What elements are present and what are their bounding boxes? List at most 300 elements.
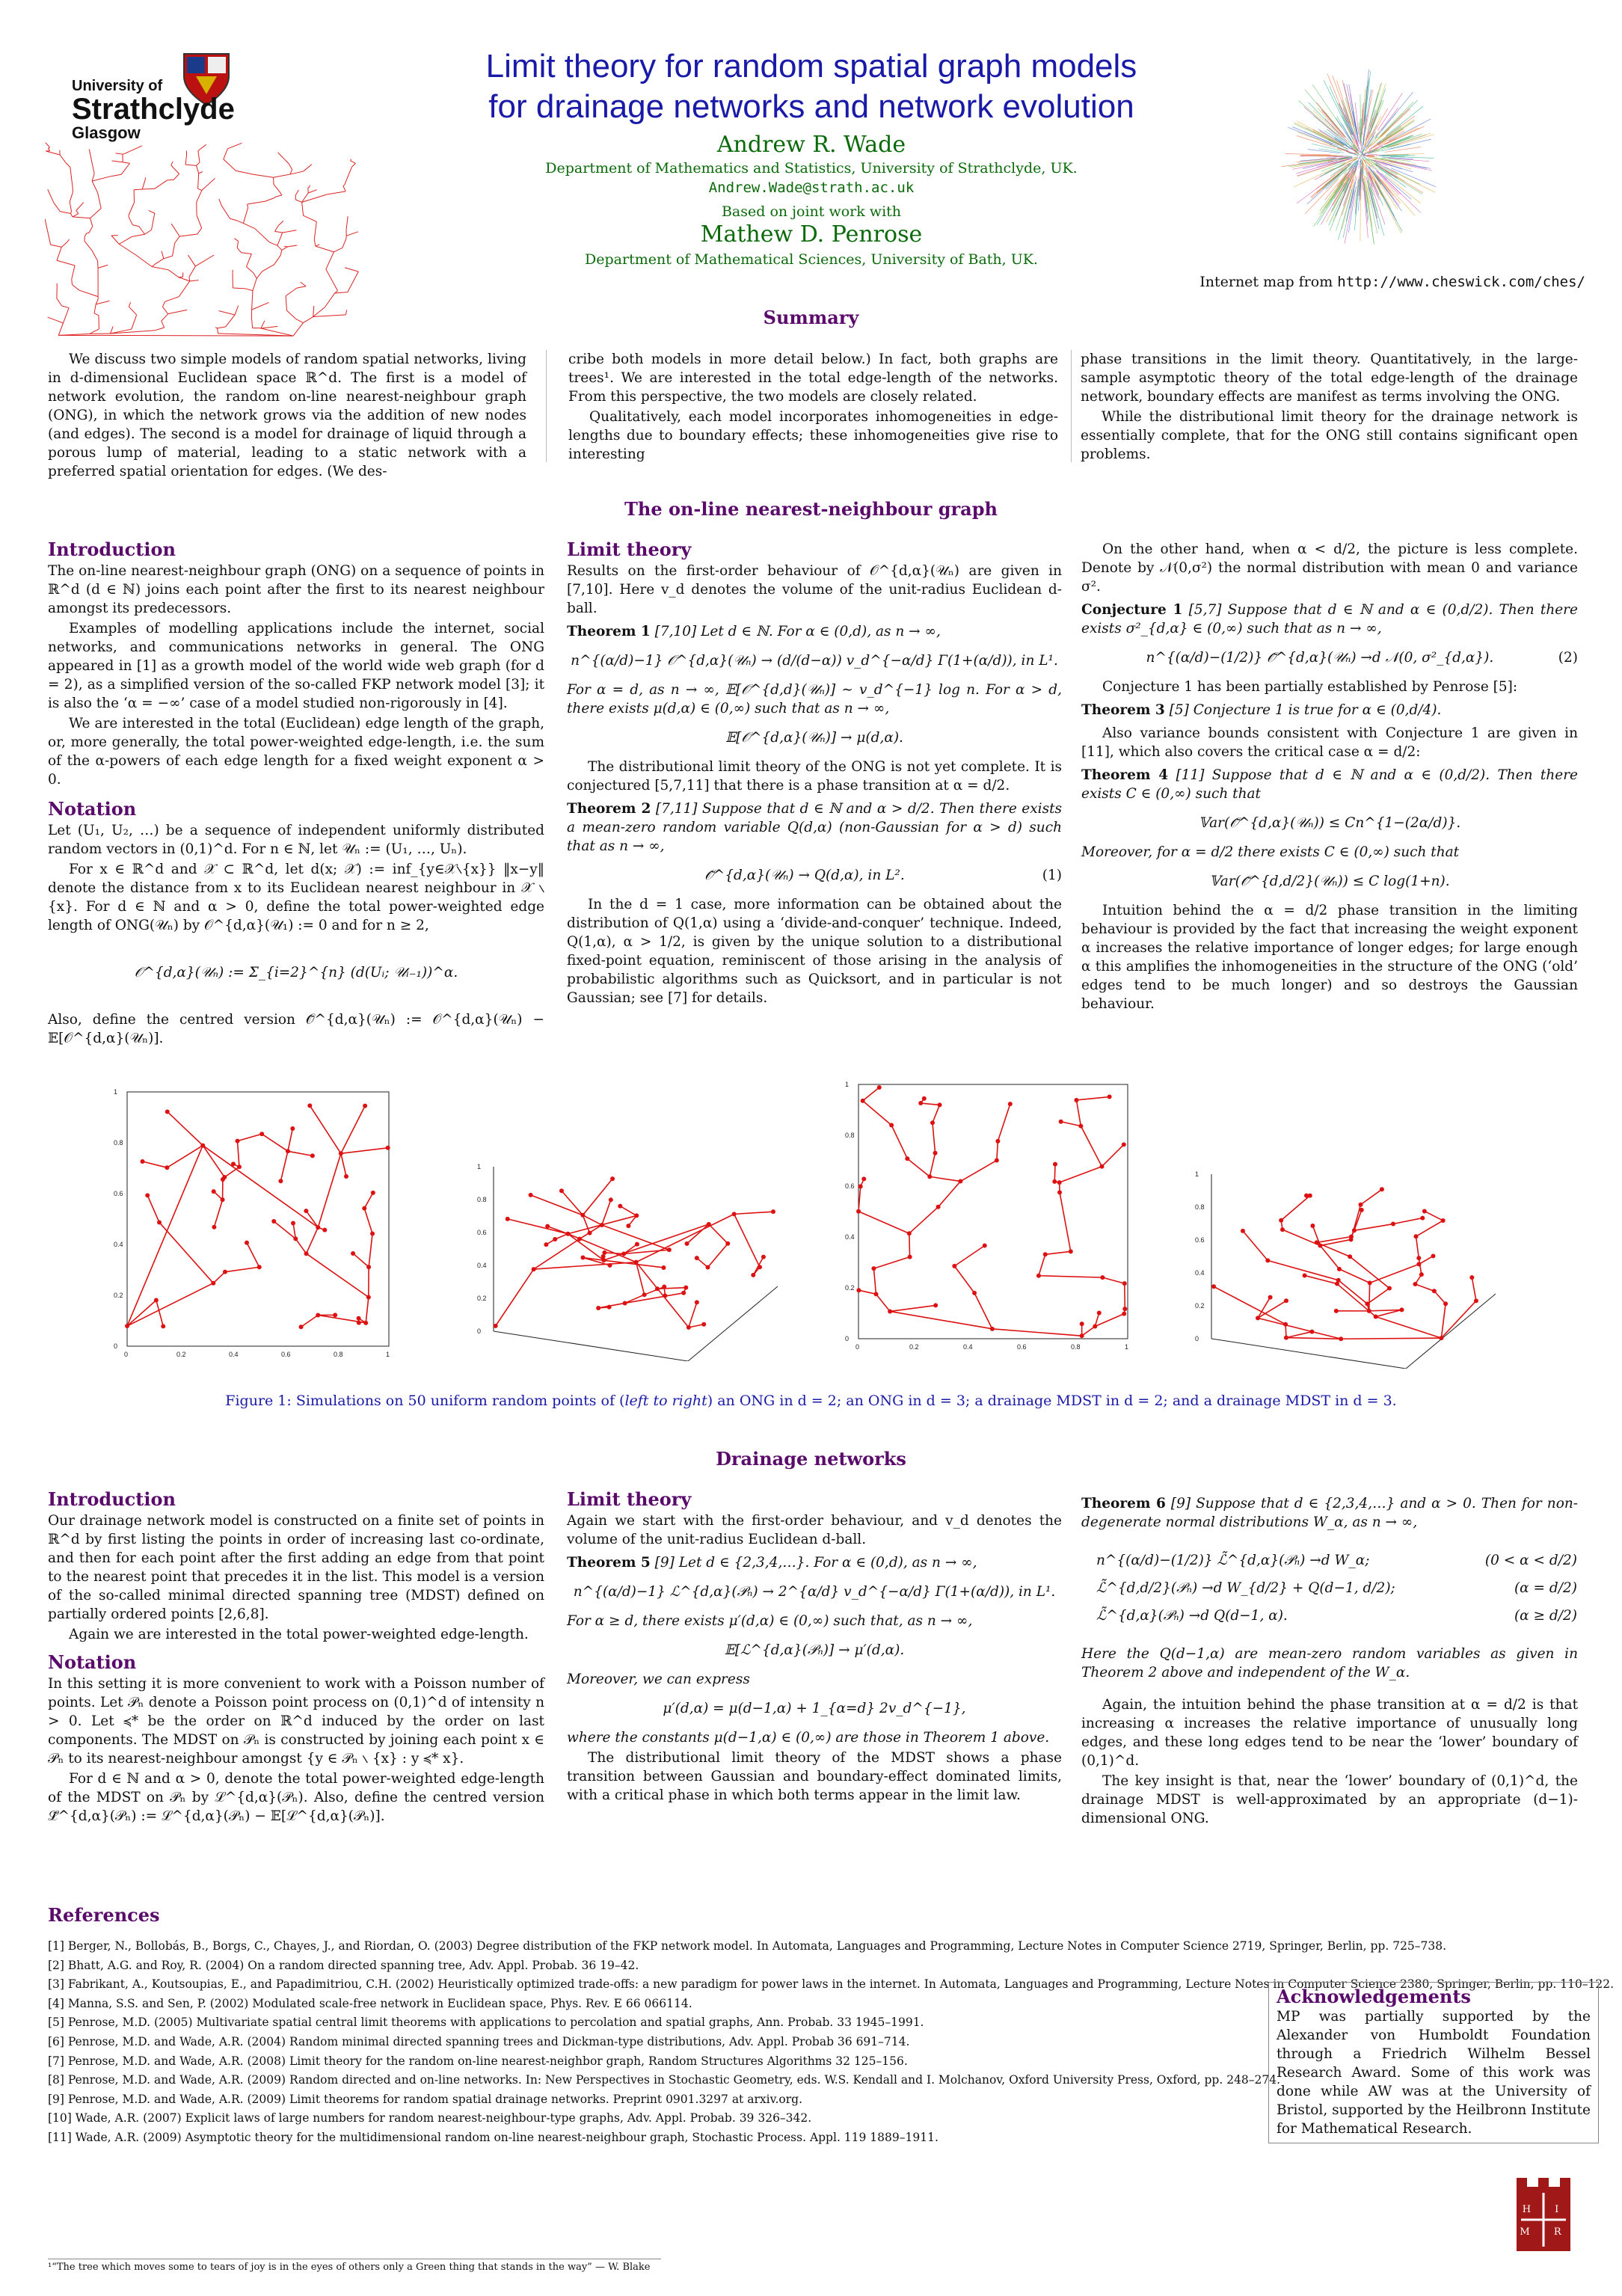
theorem-5-cont: For α ≥ d, there exists μ′(d,α) ∈ (0,∞) such that, as n → ∞, [567,1613,973,1629]
graph-edge [997,1141,998,1161]
graph-node [322,1228,327,1233]
drainage-edge [198,188,202,190]
graph-node [1069,1249,1073,1253]
graph-node [145,1193,150,1197]
ong-col3-p3: Also variance bounds consistent with Conjecture 1 are given in [11], which also covers the critical case α = d/2: [1081,725,1578,760]
theorem-6-lhs: n^{(α/d)−(1/2)} ℒ̃^{d,α}(𝒫ₙ) →d W_α; [1096,1553,1370,1568]
theorem-6-lhs: ℒ̃^{d,d/2}(𝒫ₙ) →d W_{d/2} + Q(d−1, d/2); [1096,1580,1395,1596]
graph-node [938,1102,942,1107]
drainage-edge [237,248,241,253]
y-tick-label: 0 [845,1335,850,1342]
drainage-edge [90,329,99,334]
x-tick-label: 0.4 [963,1343,973,1351]
graph-node [370,1232,375,1236]
graph-node [877,1085,882,1090]
graph-edge [909,1233,910,1256]
graph-node [290,1126,295,1131]
graph-node [553,1237,557,1241]
graph-edge [341,1153,346,1176]
axis-3d [494,1286,778,1361]
drainage-edge [290,171,304,174]
drainage-edge [304,215,317,221]
graph-edge [1060,1192,1071,1251]
drainage-edge [58,335,293,336]
graph-node [165,1109,170,1114]
graph-node [907,1231,912,1236]
graph-edge [933,1105,940,1123]
drainage-edge [179,281,189,297]
drainage-edge [297,286,306,288]
drainage-edge [149,210,155,213]
z-tick-label: 0.4 [477,1262,487,1269]
graph-edge [1393,1218,1422,1224]
plot-frame [858,1084,1128,1339]
graph-node [165,1165,169,1170]
graph-edge [127,1283,213,1326]
drainage-edge [129,203,134,215]
ong-intro-p1: The on-line nearest-neighbour graph (ONG) on a sequence of points in ℝ^d (d ∈ ℕ) joins each point after the first to its nearest neighbour amongst its predecessors. [48,563,544,616]
y-tick-label: 1 [845,1081,850,1088]
drainage-edge [295,200,301,203]
ong-col3-p2: Conjecture 1 has been partially established by Penrose [5]: [1102,679,1518,695]
graph-edge [890,1305,936,1311]
graph-edge [1376,1317,1442,1339]
graph-node [908,1255,912,1259]
drainage-edge [73,217,90,218]
x-tick-label: 0.4 [229,1351,239,1358]
drainage-edge [175,236,179,243]
graph-node [621,1251,626,1256]
drainage-edge [179,277,190,281]
graph-node [271,1219,276,1224]
drainage-edge [179,234,197,236]
drainage-edge [246,267,253,273]
graph-edge [1268,1260,1338,1280]
graph-edge [1076,1097,1109,1100]
x-tick-label: 0.8 [334,1351,343,1358]
graph-edge [1081,1126,1102,1167]
graph-node [1387,1286,1392,1291]
drainage-edge [274,184,280,191]
graph-edge [1441,1304,1446,1338]
drainage-intro-p1: Our drainage network model is constructed on a finite set of points in ℝ^d by first listing the points in order of increasing last co-ordinate, and then for each point after the first adding an edge from that point to the nearest point that precedes it in the list. This model is a version of the so-called minimal directed spanning tree (MDST) defined on partially ordered points [2,6,8]. [48,1513,544,1622]
drainage-3d-plot [1174,1092,1518,1369]
ong-notation-p1: Let (U₁, U₂, …) be a sequence of independent uniformly distributed random vectors in (0,1)^d. For n ∈ ℕ, let 𝒰ₙ := (U₁, …, Uₙ). [48,823,544,857]
graph-node [257,1265,262,1269]
reference-item: [5] Penrose, M.D. (2005) Multivariate spatial central limit theorems with applications to percolation and spatial graphs, Ann. Probab. 33 1945–1991. [48,2016,924,2030]
drainage-edge [60,212,70,214]
drainage-edge [92,174,94,181]
drainage-edge [242,253,252,254]
graph-node [529,1193,533,1197]
graph-node [1074,1098,1078,1102]
graph-node [1339,1336,1343,1341]
y-tick-label: 0.8 [114,1139,123,1147]
drainage-edge [66,163,70,168]
drainage-edge [162,251,164,259]
graph-node [1284,1336,1288,1340]
graph-node [278,1179,283,1183]
ong-notation-p3: Also, define the centred version 𝒪̃^{d,α}(𝒰ₙ) := 𝒪^{d,α}(𝒰ₙ) − 𝔼[𝒪^{d,α}(𝒰ₙ)]. [48,1012,544,1046]
drainage-edge [98,261,99,268]
graph-node [1359,1203,1363,1207]
graph-node [291,1221,295,1226]
ong-notation-p2: For x ∈ ℝ^d and 𝒳 ⊂ ℝ^d, let d(x; 𝒳) := inf_{y∈𝒳∖{x}} ‖x−y‖ denote the distance from x to its Euclidean nearest neighbour in 𝒳 ∖ {x}. For d ∈ ℕ and α > 0, define the total power-weighted edge length of ONG(𝒰ₙ) by 𝒪^{d,α}(𝒰₁) := 0 and for n ≥ 2, [48,862,544,933]
graph-node [344,1174,348,1179]
author-email[interactable]: Andrew.Wade@strath.ac.uk [708,179,915,196]
logo-line3: Glasgow [72,123,141,142]
reference-item: [11] Wade, A.R. (2009) Asymptotic theory for the multidimensional random on-line nearest-neighbour graph, Stochastic Process. Appl. 119 1889–1911. [48,2130,939,2144]
graph-node [1349,1235,1354,1239]
graph-node [588,1231,592,1236]
graph-node [873,1292,878,1296]
ong-col1 [48,540,544,1049]
graph-node [856,1288,861,1292]
drainage-edge [325,293,334,307]
graph-node [366,1295,371,1300]
graph-edge [602,1200,611,1225]
graph-edge [858,1212,909,1233]
graph-edge [147,1195,159,1222]
drainage-edge [283,230,297,233]
graph-node [1432,1289,1437,1293]
graph-edge [127,1146,203,1326]
theorem-4-label: Theorem 4 [1081,767,1169,783]
drainage-edge [233,288,245,289]
drainage-edge [92,181,97,192]
network-edge [1324,177,1346,208]
graph-edge [143,1161,168,1167]
drainage-edge [234,239,238,242]
graph-node [1122,1312,1126,1316]
graph-edge [225,1267,259,1271]
drainage-edge [119,244,135,254]
drainage-edge [351,161,356,163]
graph-node [304,1251,309,1256]
graph-node [933,1151,938,1155]
graph-node [1080,1322,1084,1326]
graph-node [972,1291,977,1295]
drainage-edge [190,280,199,281]
drainage-edge [197,215,202,228]
graph-node [316,1313,320,1317]
drainage-edge [275,226,279,232]
graph-edge [687,1224,709,1244]
graph-edge [341,1148,388,1153]
drainage-edge [70,213,72,216]
graph-edge [295,1238,306,1253]
summary-text-2: cribe both models in more detail below.) In fact, both graphs are trees¹. We are interested in the total edge-length of the networks. From this perspective, the two models are closely related. [568,352,1058,405]
graph-node [1474,1298,1478,1303]
graph-node [655,1286,660,1291]
network-edge [1321,183,1345,224]
graph-edge [508,1219,568,1234]
graph-node [1413,1282,1417,1286]
drainage-edge [76,211,79,214]
graph-node [544,1242,548,1247]
graph-edge [1060,1167,1102,1182]
graph-node [701,1322,706,1327]
drainage-edge [171,162,173,165]
network-edge [1389,139,1431,149]
graph-node [732,1212,737,1216]
drainage-edge [57,298,62,306]
graph-edge [1102,1277,1124,1283]
graph-edge [1305,1275,1337,1283]
drainage-edge [48,148,49,151]
graph-edge [301,1315,319,1327]
network-edge [1377,93,1402,130]
drainage-edge [85,241,92,251]
drainage-edge [54,203,61,212]
graph-node [958,1179,962,1184]
graph-node [1057,1190,1062,1194]
graph-edge [1416,1236,1419,1258]
drainage-edge [96,301,109,304]
graph-node [1303,1273,1307,1277]
summary-heading: Summary [763,307,859,328]
drainage-edge [46,143,49,147]
drainage-col1 [48,1490,544,1827]
internet-map-label: Internet map from [1199,274,1333,290]
z-tick-label: 0 [477,1327,482,1335]
drainage-edge [171,165,179,174]
graph-node [1318,1243,1322,1247]
drainage-edge [111,236,119,244]
graph-node [1309,1330,1314,1334]
title-line1: Limit theory for random spatial graph models [485,48,1137,85]
himr-logo-text: H I M R [1520,2204,1567,2238]
drainage-edge [256,271,262,278]
theorem-1-text: [7,10] Let d ∈ ℕ. For α ∈ (0,d), as n → ∞, [654,624,941,639]
graph-edge [863,1087,879,1101]
ong-limit-p3: In the d = 1 case, more information can be obtained about the distribution of Q(1,α) using a ‘divide-and-conquer’ technique. Indeed, Q(1,α), α > 1/2, is given by the unique solution to a distributional fixed-point equation, reminiscent of those arising in the analysis of probabilistic algorithms such as Quicksort, and in particular is not Gaussian; see [7] for details. [567,897,1062,1006]
drainage-edge [277,245,282,250]
theorem-5-eq3: μ′(d,α) = μ(d−1,α) + 1_{α=d} 2v_d^{−1}, [663,1701,966,1716]
drainage-edge [326,269,338,291]
drainage-edge [243,224,254,229]
theorem-6-cond: (α = d/2) [1514,1580,1577,1596]
drainage-edge [274,255,280,264]
drainage-edge [343,185,345,186]
y-tick-label: 0.6 [845,1182,855,1190]
graph-node [1420,1216,1425,1221]
axis-3d [1211,1294,1496,1369]
graph-node [161,1324,165,1328]
x-tick-label: 0.6 [281,1351,291,1358]
graph-node [1279,1218,1283,1223]
graph-edge [954,1246,984,1266]
drainage-edge [316,245,319,246]
acknowledgements-box [1268,1982,1599,2143]
drainage-notation-p1: In this setting it is more convenient to work with a Poisson number of points. Let 𝒫ₙ denote a Poisson point process on (0,1)^d of intensity n > 0. Let ≼* be the order on ℝ^d induced by the order on last components. The MDST on 𝒫ₙ is constructed by joining each point x ∈ 𝒫ₙ to its nearest-neighbour amongst {y ∈ 𝒫ₙ ∖ {x} : y ≼* x}. [48,1676,544,1766]
graph-node [259,1132,264,1136]
graph-node [1469,1275,1474,1280]
graph-node [1059,1120,1063,1124]
drainage-edge [152,264,155,266]
graph-node [1352,1228,1357,1233]
equation-number-2: (2) [1558,650,1578,666]
graph-edge [933,1123,936,1153]
graph-edge [1317,1237,1351,1243]
graph-node [1093,1325,1097,1329]
drainage-edge [308,187,310,188]
graph-edge [1082,1327,1096,1336]
theorem-4 [1081,766,1578,803]
graph-node [1283,1322,1288,1327]
graph-edge [1415,1284,1434,1291]
internet-map-link[interactable]: http://www.cheswick.com/ches/ [1337,274,1585,290]
graph-edge [858,1290,876,1294]
x-tick-label: 0 [124,1351,129,1358]
footnote: ¹“The tree which moves some to tears of joy is in the eyes of others only a Green thing that stands in the way” — W. Blake [48,2262,651,2273]
drainage-edge [286,288,297,296]
drainage-edge [295,190,298,195]
graph-edge [1243,1231,1268,1260]
drainage-edge [95,257,97,260]
graph-node [1108,1095,1112,1099]
graph-node [1368,1280,1372,1285]
graph-edge [625,1293,684,1304]
graph-node [212,1225,216,1230]
theorem-3 [1081,701,1578,719]
graph-edge [1281,1196,1310,1221]
drainage-edge [46,151,60,155]
graph-edge [1472,1277,1476,1301]
drainage-edge [152,213,155,230]
theorem-5 [567,1553,1062,1572]
drainage-edge [116,153,123,154]
graph-node [357,1321,361,1325]
graph-node [1100,1275,1105,1280]
z-tick-label: 0.8 [477,1196,487,1203]
logo-line1: University of [72,78,163,94]
graph-edge [307,1253,369,1297]
drainage-edge [346,232,358,236]
ong-intro-p2: Examples of modelling applications include the internet, social networks, and communications networks in general. The ONG appeared in [1] as a growth model of the world wide web graph (for d = 2), as a simplified version of the so-called FKP network model [3]; it is also the ‘α = −∞’ case of a model studied non-rigorously in [4]. [48,621,544,711]
drainage-edge [282,247,288,251]
drainage-edge [314,239,316,246]
drainage-edge [123,162,129,163]
graph-node [212,1189,216,1194]
drainage-edge [316,246,334,252]
graph-node [1080,1333,1084,1338]
graph-node [577,1237,582,1241]
graph-node [506,1217,510,1221]
drainage-edge [173,174,179,180]
graph-edge [873,1268,876,1294]
graph-edge [939,1182,961,1207]
graph-edge [734,1214,760,1267]
graph-node [905,1156,909,1161]
drainage-edge [269,242,277,246]
drainage-edge [89,227,93,233]
graph-node [157,1220,162,1224]
drainage-edge [155,259,164,265]
graph-edge [213,1272,225,1283]
graph-node [683,1286,688,1290]
graph-edge [1102,1144,1123,1166]
graph-node [362,1206,366,1211]
drainage-edge [274,174,290,177]
graph-edge [1095,1314,1124,1327]
graph-node [618,1204,622,1209]
logo-line2: Strathclyde [72,93,235,126]
drainage-edge [72,265,75,279]
graph-node [952,1264,956,1268]
drainage-edge [334,248,342,251]
drainage-edge [345,268,358,271]
conjecture-1-eq: n^{(α/d)−(1/2)} 𝒪̃^{d,α}(𝒰ₙ) →d 𝒩(0, σ²_{d,α}). [1146,650,1494,666]
graph-node [307,1103,312,1108]
graph-node [686,1325,691,1330]
graph-node [1310,1224,1315,1228]
drainage-edge [246,254,251,266]
graph-edge [1370,1264,1419,1283]
drainage-edge [173,243,175,257]
graph-edge [1286,1338,1341,1339]
theorem-1-label: Theorem 1 [567,624,651,639]
ong-col3-p4: Intuition behind the α = d/2 phase transition in the limiting behaviour is provided by the fact that increasing the weight exponent α increases the relative importance of longer edges; for large enough α this amplifies the inhomogeneities in the structure of the ONG (‘old’ edges tend to be much longer) and so destroys the Gaussian behaviour. [1081,903,1578,1012]
theorem-2-eq-row [567,866,1062,885]
drainage-edge [197,228,202,234]
graph-node [707,1222,711,1227]
drainage-limit-p1: Again we start with the first-order behaviour, and v_d denotes the volume of the unit-radius Euclidean d-ball. [567,1513,1062,1547]
z-tick-label: 0.6 [477,1229,487,1236]
graph-edge [1054,1164,1055,1182]
graph-edge [583,1179,612,1215]
graph-edge [280,1151,288,1181]
theorem-1-cont: For α = d, as n → ∞, 𝔼[𝒪^{d,d}(𝒰ₙ)] ∼ v_d^{−1} log n. For α > d, there exists μ(d,α) ∈ (0,∞) such that as n → ∞, [567,682,1062,716]
graph-edge [974,1293,992,1329]
theorem-2-eq: 𝒪̃^{d,α}(𝒰ₙ) → Q(d,α), in L². [704,868,905,883]
x-tick-label: 0.2 [176,1351,186,1358]
graph-edge [636,1214,734,1262]
graph-edge [1039,1254,1045,1275]
ong-limit-p1: Results on the first-order behaviour of 𝒪^{d,α}(𝒰ₙ) are given in [7,10]. Here v_d denotes the volume of the unit-radius Euclidean d-ball. [567,563,1062,616]
acknowledgements-text: MP was partially supported by the Alexander von Humboldt Foundation through a Friedrich Wilhelm Bessel Research Award. Some of this work was done while AW was at the University of Bristol, supported by the Heilbronn Institute for Mathematical Research. [1277,2009,1591,2137]
drainage-edge [278,153,289,164]
graph-edge [1045,1251,1071,1254]
graph-node [695,1300,699,1304]
graph-node [681,1291,686,1295]
graph-edge [369,1234,372,1268]
internet-map-image [1264,43,1458,268]
graph-edge [1258,1301,1286,1318]
summary-col1 [48,350,526,482]
drainage-edge [221,206,230,218]
reference-item: [10] Wade, A.R. (2007) Explicit laws of large numbers for random nearest-neighbour-type graphs, Adv. Appl. Probab. 39 326–342. [48,2111,812,2125]
graph-node [858,1184,863,1188]
graph-edge [1320,1245,1339,1268]
drainage-edge [134,189,142,190]
graph-node [889,1123,894,1127]
graph-node [245,1241,249,1245]
graph-node [856,1209,861,1214]
graph-node [1304,1194,1309,1198]
theorem-6 [1081,1494,1578,1532]
graph-edge [353,1253,369,1267]
graph-node [231,1161,236,1166]
drainage-edge [155,180,168,189]
drainage-edge [164,256,173,259]
drainage-notation-title: Notation [48,1651,137,1673]
network-edge [1371,84,1386,127]
graph-edge [288,1129,292,1151]
graph-node [1399,1307,1404,1312]
network-edge [1359,161,1360,168]
graph-node [626,1224,630,1228]
